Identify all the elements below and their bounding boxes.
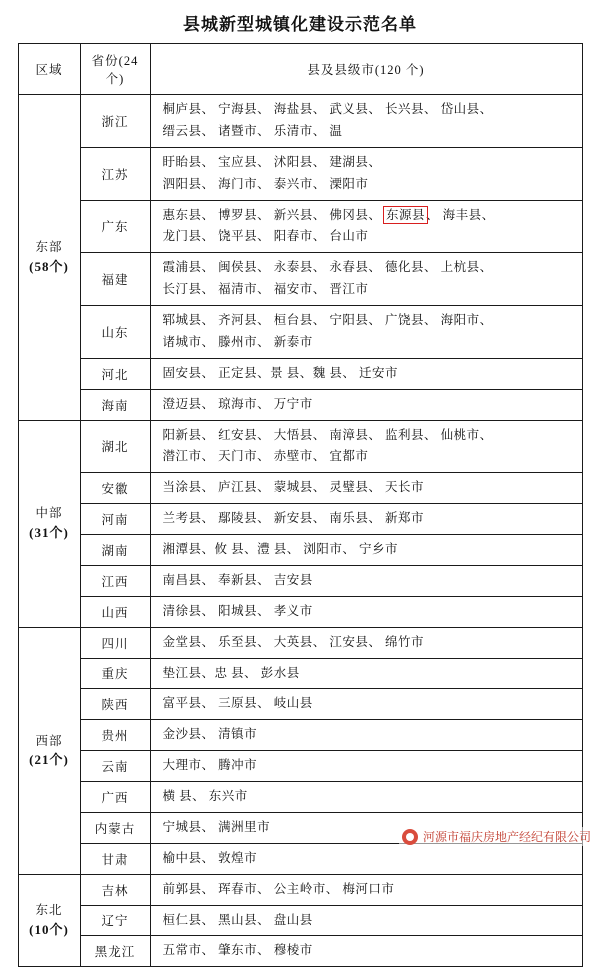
region-name: 东北 [35,903,63,918]
province-cell: 山东 [80,306,150,359]
county-list-cell: 五常市、 肇东市、 穆棱市 [150,936,582,967]
region-cell [18,420,80,627]
table-row [18,689,582,720]
header-list: 县及县级市(120 个) [150,44,582,95]
table-row [18,420,582,473]
region-cell [18,95,80,421]
province-cell: 河北 [80,358,150,389]
region-count: (58个) [29,258,69,274]
table-header-row [18,44,582,95]
province-cell: 云南 [80,751,150,782]
province-cell: 内蒙古 [80,812,150,843]
region-cell [18,627,80,874]
company-logo-icon [402,829,418,845]
table-row [18,473,582,504]
region-cell [18,874,80,967]
province-cell: 广东 [80,200,150,253]
county-list-cell: 桓仁县、 黑山县、 盘山县 [150,905,582,936]
province-cell: 江苏 [80,147,150,200]
table-row [18,720,582,751]
table-row [18,504,582,535]
table-row [18,565,582,596]
province-cell: 陕西 [80,689,150,720]
county-list-cell: 固安县、 正定县、景 县、魏 县、 迁安市 [150,358,582,389]
table-row [18,627,582,658]
region-count: (31个) [29,525,69,541]
table-row [18,306,582,359]
county-list-cell: 兰考县、 鄢陵县、 新安县、 南乐县、 新郑市 [150,504,582,535]
table-row [18,874,582,905]
table-row [18,843,582,874]
province-cell: 贵州 [80,720,150,751]
watermark-text: 河源市福庆房地产经纪有限公司 [422,830,591,844]
county-list-cell: 澄迈县、 琼海市、 万宁市 [150,389,582,420]
region-name: 中部 [35,506,63,521]
region-count: (21个) [29,752,69,768]
county-list-cell: 富平县、 三原县、 岐山县 [150,689,582,720]
table-row [18,389,582,420]
province-cell: 黑龙江 [80,936,150,967]
province-cell: 福建 [80,253,150,306]
province-cell: 广西 [80,782,150,813]
province-cell: 四川 [80,627,150,658]
county-list-cell: 垫江县、忠 县、 彭水县 [150,658,582,689]
province-cell: 山西 [80,596,150,627]
province-cell: 浙江 [80,95,150,148]
county-list-cell: 当涂县、 庐江县、 蒙城县、 灵璧县、 天长市 [150,473,582,504]
county-list-cell: 榆中县、 敦煌市 [150,843,582,874]
table-row [18,358,582,389]
province-cell: 吉林 [80,874,150,905]
header-region: 区域 [18,44,80,95]
county-list-cell: 宁城县、 满洲里市 [150,812,582,843]
county-list-cell: 金沙县、 清镇市 [150,720,582,751]
province-cell: 江西 [80,565,150,596]
province-cell: 河南 [80,504,150,535]
region-count: (10个) [29,922,69,938]
county-list-cell: 大理市、 腾冲市 [150,751,582,782]
county-list-cell: 阳新县、 红安县、 大悟县、 南漳县、 监利县、 仙桃市、 潜江市、 天门市、 赤壁市、 宜都市 [150,420,582,473]
province-cell: 甘肃 [80,843,150,874]
highlighted-county: 东源县 [386,207,426,222]
county-list-cell: 盱眙县、 宝应县、 沭阳县、 建湖县、 泗阳县、 海门市、 泰兴市、 溧阳市 [150,147,582,200]
province-cell: 重庆 [80,658,150,689]
table-row [18,782,582,813]
header-province: 省份(24 个) [80,44,150,95]
county-list-cell: 清徐县、 阳城县、 孝义市 [150,596,582,627]
table-row [18,253,582,306]
county-list-cell: 桐庐县、 宁海县、 海盐县、 武义县、 长兴县、 岱山县、 缙云县、 诸暨市、 乐清市、 温 [150,95,582,148]
county-list-cell: 霞浦县、 闽侯县、 永泰县、 永春县、 德化县、 上杭县、 长汀县、 福清市、 福安市、 晋江市 [150,253,582,306]
region-name: 西部 [35,733,63,748]
county-list-cell: 南昌县、 奉新县、 吉安县 [150,565,582,596]
page-title: 县城新型城镇化建设示范名单 [183,15,417,34]
province-cell: 安徽 [80,473,150,504]
county-list-cell: 湘潭县、攸 县、澧 县、 浏阳市、 宁乡市 [150,535,582,566]
county-list-cell: 金堂县、 乐至县、 大英县、 江安县、 绵竹市 [150,627,582,658]
table-row [18,95,582,148]
table-row [18,658,582,689]
table-row [18,200,582,253]
watermark [399,827,594,846]
county-list-cell: 横 县、 东兴市 [150,782,582,813]
table-row [18,751,582,782]
county-list-cell: 惠东县、 博罗县、 新兴县、 佛冈县、 东源县、 海丰县、 龙门县、 饶平县、 阳春市、 台山市 [150,200,582,253]
province-cell: 湖北 [80,420,150,473]
table-row [18,147,582,200]
table-row [18,905,582,936]
county-list-cell: 前郭县、 珲春市、 公主岭市、 梅河口市 [150,874,582,905]
table-row [18,596,582,627]
region-name: 东部 [35,240,63,255]
county-list-cell: 郓城县、 齐河县、 桓台县、 宁阳县、 广饶县、 海阳市、 诸城市、 滕州市、 新泰市 [150,306,582,359]
province-cell: 海南 [80,389,150,420]
province-cell: 湖南 [80,535,150,566]
province-cell: 辽宁 [80,905,150,936]
table-row [18,936,582,967]
table-row [18,535,582,566]
